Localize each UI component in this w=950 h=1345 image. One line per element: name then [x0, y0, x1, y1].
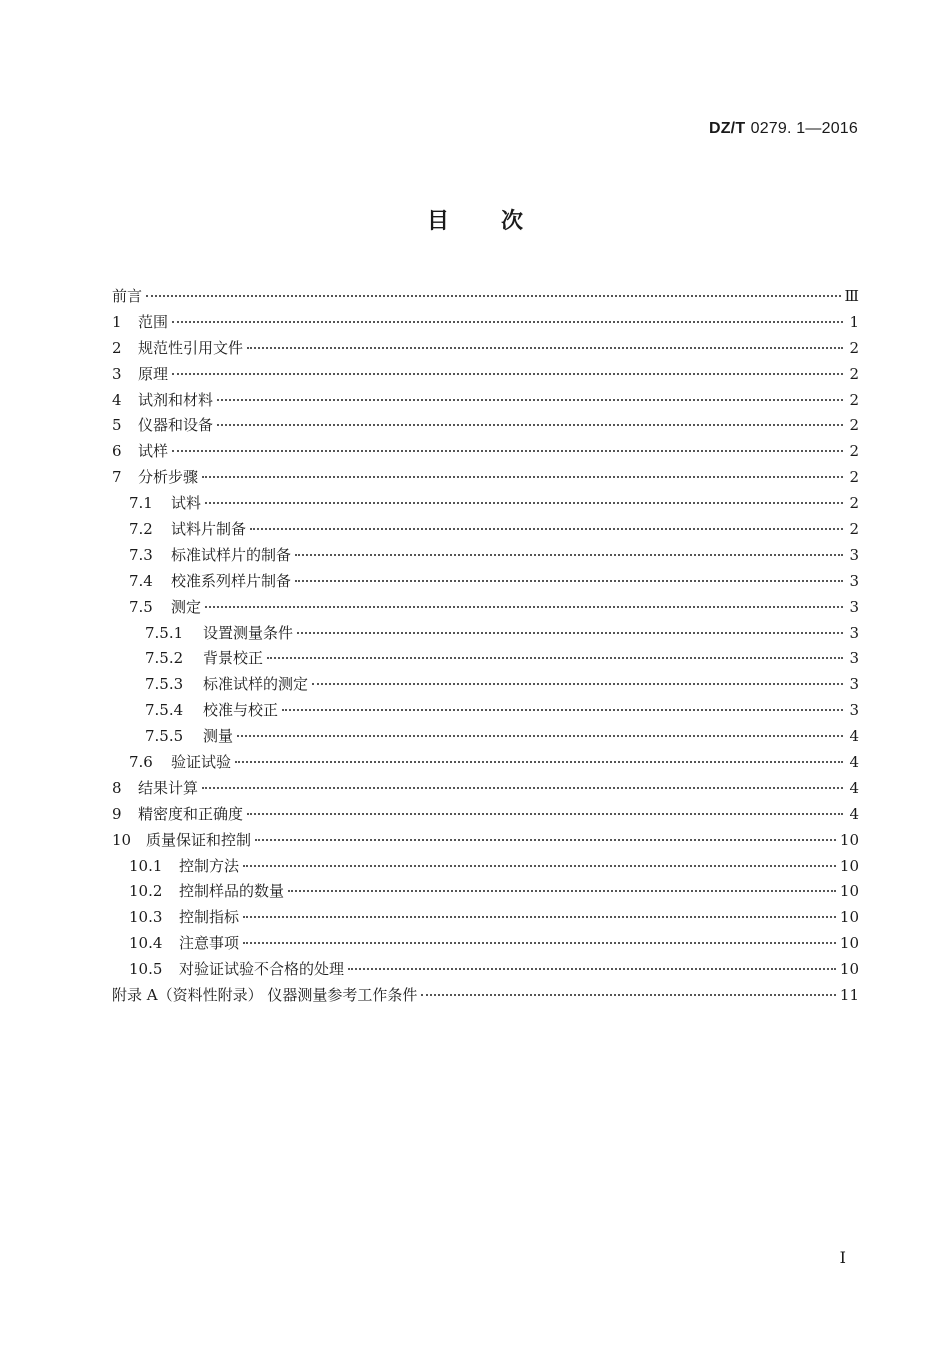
toc-entry-page: 4 [849, 804, 859, 823]
toc-entry-number: 7.2 [129, 520, 153, 539]
toc-entry[interactable] [112, 984, 859, 1010]
standard-prefix: DZ/T [708, 120, 746, 137]
toc-entry-label: 附录 A（资料性附录） 仪器测量参考工作条件 [112, 986, 418, 1005]
toc-entry-number: 7.5.4 [145, 701, 184, 720]
toc-entry-label: 仪器和设备 [138, 416, 214, 435]
toc-entry-number: 7.4 [129, 571, 153, 590]
toc-entry[interactable] [112, 466, 859, 492]
toc-entry-number: 7.3 [129, 545, 153, 564]
toc-entry[interactable] [112, 570, 859, 596]
toc-entry[interactable] [112, 673, 859, 699]
toc-entry-number: 7.6 [129, 753, 153, 772]
toc-entry-label: 前言 [112, 287, 143, 305]
toc-entry[interactable] [112, 777, 859, 803]
toc-entry-page: 1 [849, 312, 859, 331]
toc-entry[interactable] [112, 932, 859, 958]
toc-dot-leader [172, 320, 843, 323]
toc-entry-number: 7.5.1 [145, 623, 184, 642]
toc-entry[interactable] [112, 751, 859, 777]
toc-entry-label: 结果计算 [138, 778, 199, 797]
toc-dot-leader [267, 656, 843, 659]
toc-entry-number: 7.5.2 [145, 649, 184, 668]
toc-dot-leader [282, 708, 843, 711]
toc-entry-page: 2 [849, 416, 859, 435]
toc-entry-number: 10.2 [129, 882, 163, 901]
toc-entry-number: 6 [112, 442, 122, 461]
toc-entry-page: 3 [849, 623, 859, 642]
toc-entry[interactable] [112, 285, 859, 311]
toc-entry-number: 1 [112, 312, 122, 331]
toc-entry-page: 3 [849, 649, 859, 668]
toc-dot-leader [243, 915, 836, 918]
toc-entry-page: 3 [849, 675, 859, 694]
toc-dot-leader [237, 734, 843, 737]
toc-entry-label: 验证试验 [171, 753, 232, 772]
toc-entry[interactable] [112, 440, 859, 466]
toc-entry-number: 10.4 [129, 934, 163, 953]
toc-entry-label: 标准试样的测定 [203, 675, 309, 694]
toc-entry-page: 4 [849, 753, 859, 772]
toc-entry-label: 测量 [203, 727, 234, 746]
toc-dot-leader [172, 372, 843, 375]
toc-entry[interactable] [112, 699, 859, 725]
toc-dot-leader [295, 579, 843, 582]
toc-dot-leader [312, 682, 843, 685]
toc-entry-page: 10 [839, 856, 859, 875]
toc-entry-page: 2 [849, 442, 859, 461]
toc-entry-number: 10.1 [129, 856, 163, 875]
toc-entry-page: 3 [849, 545, 859, 564]
toc-entry-label: 校准系列样片制备 [171, 571, 292, 590]
toc-entry-label: 规范性引用文件 [138, 338, 244, 357]
toc-entry-page: 2 [849, 364, 859, 383]
toc-entry-page: 10 [839, 908, 859, 927]
toc-entry-number: 9 [112, 804, 122, 823]
toc-entry[interactable] [112, 596, 859, 622]
toc-entry-page: 10 [839, 934, 859, 953]
toc-dot-leader [146, 294, 841, 297]
toc-entry-page: 3 [849, 701, 859, 720]
toc-entry-number: 5 [112, 416, 122, 435]
toc-entry[interactable] [112, 829, 859, 855]
toc-entry[interactable] [112, 958, 859, 984]
toc-dot-leader [421, 993, 836, 996]
toc-entry-label: 控制指标 [179, 908, 240, 927]
toc-entry-label: 注意事项 [179, 934, 240, 953]
toc-entry-number: 3 [112, 364, 122, 383]
toc-entry-label: 控制方法 [179, 856, 240, 875]
standard-code [709, 118, 858, 138]
toc-entry-page: 2 [849, 338, 859, 357]
toc-entry-label: 控制样品的数量 [179, 882, 285, 901]
toc-entry[interactable] [112, 492, 859, 518]
toc-entry-number: 7 [112, 468, 122, 487]
toc-entry-page: 3 [849, 597, 859, 616]
toc-dot-leader [172, 449, 843, 452]
toc-entry[interactable] [112, 725, 859, 751]
toc-title: 目次 [426, 208, 575, 234]
toc-entry-number: 7.5.5 [145, 727, 184, 746]
toc-entry-label: 背景校正 [203, 649, 264, 668]
toc-entry-number: 8 [112, 778, 122, 797]
toc-entry-page: 10 [839, 882, 859, 901]
toc-entry-page: 10 [839, 960, 859, 979]
toc-dot-leader [243, 864, 836, 867]
toc-entry-label: 标准试样片的制备 [171, 545, 292, 564]
toc-dot-leader [205, 605, 843, 608]
toc-entry[interactable] [112, 803, 859, 829]
toc-entry[interactable] [112, 363, 859, 389]
toc-entry[interactable] [112, 906, 859, 932]
toc-dot-leader [348, 967, 836, 970]
toc-entry-page: 2 [849, 390, 859, 409]
toc-entry[interactable] [112, 337, 859, 363]
toc-entry[interactable] [112, 544, 859, 570]
toc-dot-leader [255, 838, 836, 841]
toc-dot-leader [217, 423, 843, 426]
toc-entry-number: 4 [112, 390, 122, 409]
toc-entry-label: 设置测量条件 [203, 623, 294, 642]
toc-entry-number: 10.5 [129, 960, 163, 979]
toc-entry-label: 测定 [171, 597, 202, 616]
toc-entry-page: 3 [849, 571, 859, 590]
toc-entry-label: 质量保证和控制 [146, 830, 252, 849]
toc-entry-number: 2 [112, 338, 122, 357]
page-folio: I [839, 1248, 846, 1267]
toc-entry-label: 对验证试验不合格的处理 [179, 960, 345, 979]
toc-entry-number: 10 [112, 830, 132, 849]
toc-entry-page: 4 [849, 727, 859, 746]
standard-number: 0279. 1—2016 [750, 120, 858, 137]
toc-entry-page: Ⅲ [844, 287, 859, 305]
toc-entry[interactable] [112, 414, 859, 440]
toc-dot-leader [250, 527, 843, 530]
toc-entry-page: 2 [849, 468, 859, 487]
toc-dot-leader [243, 941, 836, 944]
toc-dot-leader [235, 760, 843, 763]
toc-entry[interactable] [112, 647, 859, 673]
toc-entry[interactable] [112, 880, 859, 906]
toc-dot-leader [295, 553, 843, 556]
toc-entry-label: 试剂和材料 [138, 390, 214, 409]
toc-dot-leader [288, 889, 836, 892]
toc-entry-page: 10 [839, 830, 859, 849]
toc-entry[interactable] [112, 622, 859, 648]
toc-entry-label: 精密度和正确度 [138, 804, 244, 823]
toc-dot-leader [217, 398, 843, 401]
toc-entry-label: 试料片制备 [171, 520, 247, 539]
toc-entry-number: 7.5.3 [145, 675, 184, 694]
toc-entry-label: 试样 [138, 442, 169, 461]
toc-entry[interactable] [112, 389, 859, 415]
toc-entry-label: 校准与校正 [203, 701, 279, 720]
toc-dot-leader [202, 475, 843, 478]
toc-dot-leader [205, 501, 843, 504]
toc-entry-page: 2 [849, 520, 859, 539]
toc-entry-number: 7.1 [129, 494, 153, 513]
toc-dot-leader [297, 631, 843, 634]
toc-dot-leader [202, 786, 843, 789]
toc-list [112, 285, 859, 1010]
toc-entry-label: 原理 [138, 364, 169, 383]
toc-entry[interactable] [112, 518, 859, 544]
toc-dot-leader [247, 812, 843, 815]
toc-entry[interactable] [112, 855, 859, 881]
toc-entry-page: 11 [839, 986, 859, 1005]
toc-entry[interactable] [112, 311, 859, 337]
toc-entry-page: 2 [849, 494, 859, 513]
toc-entry-page: 4 [849, 778, 859, 797]
toc-entry-label: 范围 [138, 312, 169, 331]
toc-entry-number: 7.5 [129, 597, 153, 616]
toc-entry-number: 10.3 [129, 908, 163, 927]
toc-entry-label: 试料 [171, 494, 202, 513]
toc-dot-leader [247, 346, 843, 349]
toc-entry-label: 分析步骤 [138, 468, 199, 487]
